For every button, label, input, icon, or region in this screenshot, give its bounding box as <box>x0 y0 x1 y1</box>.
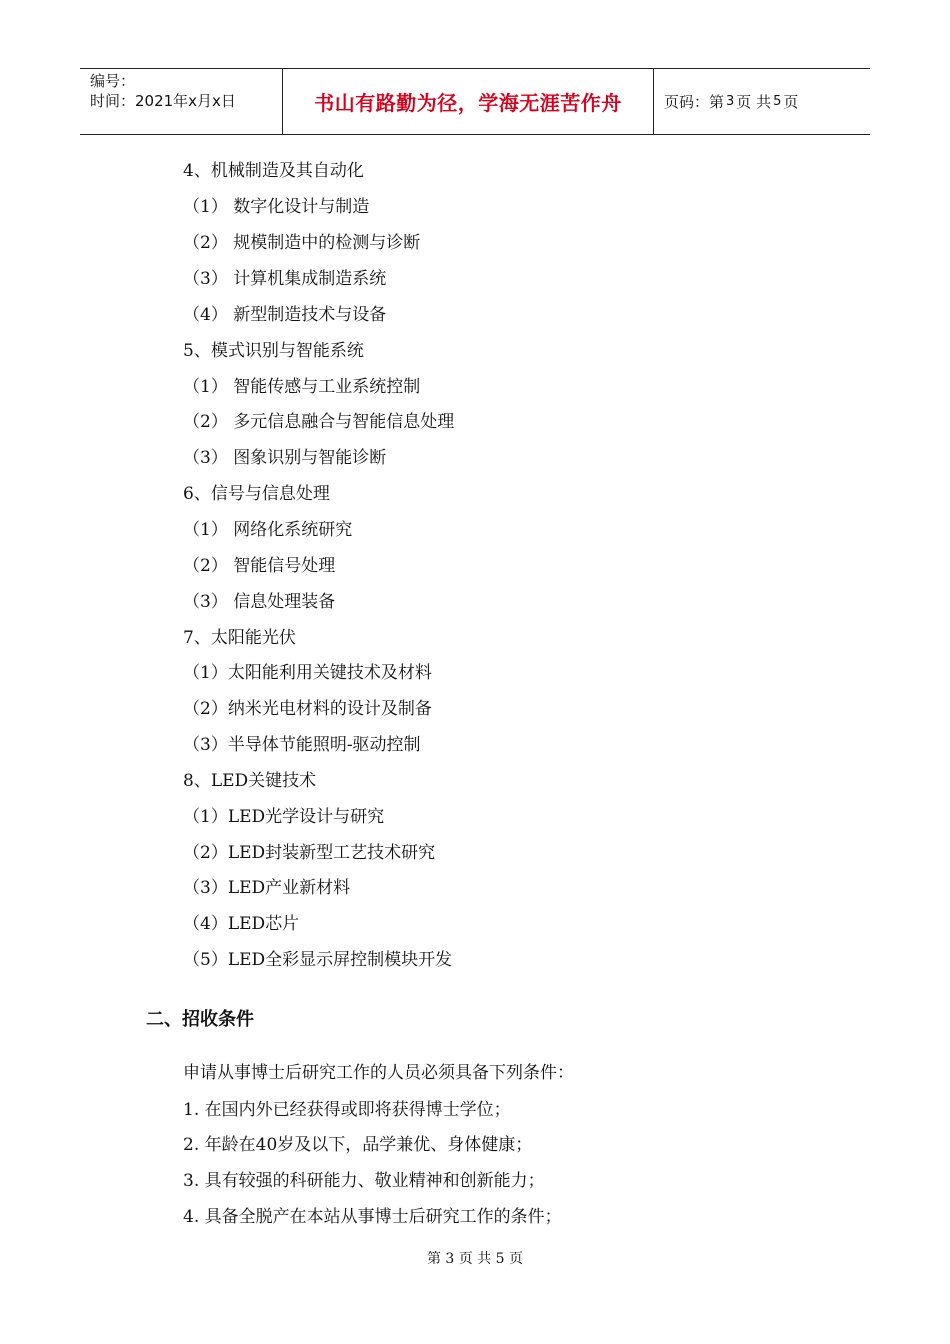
list-item: （3）半导体节能照明-驱动控制 <box>183 735 421 755</box>
list-item: 6、信号与信息处理 <box>183 484 330 504</box>
list-item: （3） 计算机集成制造系统 <box>183 269 387 289</box>
list-item: （1）LED光学设计与研究 <box>183 807 385 827</box>
list-item: （2） 多元信息融合与智能信息处理 <box>183 412 455 432</box>
header-meta-cell <box>80 69 283 134</box>
condition-item: 2. 年龄在40岁及以下，品学兼优、身体健康； <box>183 1135 533 1155</box>
list-item: （2）纳米光电材料的设计及制备 <box>183 699 432 719</box>
list-item: （2） 智能信号处理 <box>183 556 336 576</box>
list-item: （3）LED产业新材料 <box>183 878 351 898</box>
list-item: （3） 图象识别与智能诊断 <box>183 448 387 468</box>
condition-item: 4. 具备全脱产在本站从事博士后研究工作的条件； <box>183 1207 562 1227</box>
list-item: 7、太阳能光伏 <box>183 628 296 648</box>
list-item: （1）太阳能利用关键技术及材料 <box>183 663 432 683</box>
list-item: 5、模式识别与智能系统 <box>183 341 364 361</box>
section-intro: 申请从事博士后研究工作的人员必须具备下列条件： <box>183 1063 574 1083</box>
number-label: 编号： <box>90 72 136 90</box>
page-mid: 页 共 <box>736 93 772 111</box>
page-total: 5 <box>773 94 782 109</box>
list-item: 4、机械制造及其自动化 <box>183 161 364 181</box>
list-item: （5）LED全彩显示屏控制模块开发 <box>183 950 453 970</box>
page-suffix: 页 <box>783 93 799 111</box>
list-item: （4）LED芯片 <box>183 914 300 934</box>
header-motto: 书山有路勤为径，学海无涯苦作舟 <box>283 69 654 134</box>
list-item: （1） 网络化系统研究 <box>183 520 353 540</box>
list-item: （2）LED封装新型工艺技术研究 <box>183 843 436 863</box>
list-item: （4） 新型制造技术与设备 <box>183 305 387 325</box>
page-prefix: 页码：第 <box>664 93 725 111</box>
header-page-indicator <box>654 69 870 134</box>
section-heading: 二、招收条件 <box>146 1009 254 1030</box>
date-label: 时间：2021年x月x日 <box>90 92 236 110</box>
list-item: （1） 数字化设计与制造 <box>183 197 370 217</box>
condition-item: 3. 具有较强的科研能力、敬业精神和创新能力； <box>183 1171 545 1191</box>
list-item: （2） 规模制造中的检测与诊断 <box>183 233 421 253</box>
page-header <box>80 68 870 135</box>
list-item: 8、LED关键技术 <box>183 771 317 791</box>
condition-item: 1. 在国内外已经获得或即将获得博士学位； <box>183 1100 511 1120</box>
page-current: 3 <box>726 94 735 109</box>
page-footer: 第 3 页 共 5 页 <box>426 1251 524 1267</box>
list-item: （3） 信息处理装备 <box>183 592 336 612</box>
list-item: （1） 智能传感与工业系统控制 <box>183 377 421 397</box>
